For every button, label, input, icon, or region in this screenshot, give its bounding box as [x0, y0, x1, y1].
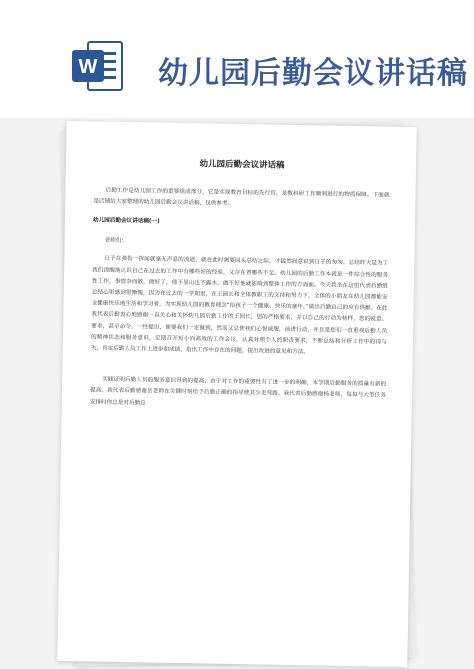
document-content [90, 155, 391, 421]
document-page [57, 121, 416, 667]
svg-text:W: W [78, 56, 98, 78]
document-title: 幼儿园后勤会议讲话稿 [199, 159, 285, 171]
intro-paragraph: 后勤工作是幼儿园工作的重要组成部分，它是实现教育目标的先行官，是教科研工作顺利进行的物质保障。下面就是店铺给大家整理的幼儿园后勤会议讲话稿，仅供参考。 [93, 187, 390, 208]
header-title: 幼儿园后勤会议讲话稿 [158, 56, 468, 91]
salutation: 老师们: [104, 238, 124, 245]
header-banner [0, 0, 474, 118]
body-paragraph: 实践证明后勤人员的服务意识得到的提高，由于对工作的重要性有了进一步的明确，本学期后勤服务的质量有新的提高。我代表后勤感谢岳老师在关键时刻给予后勤正确的指导使其少走弯路。我代表后勤感谢杨老师，每每与大型任务安排时你总是对后勤总 [89, 376, 387, 407]
section-heading: 幼儿园后勤会议讲话稿(一) [92, 217, 160, 226]
word-document-icon [70, 38, 126, 94]
body-paragraph: 日子在弹指一挥间就毫无声息的流逝，就在此时需要回头总结之际，才猛然间意识到日子的匆匆。总结昨天是为了我们清醒地认识自己在过去的工作中有哪些好的经验，又存在着哪些不足。幼儿园的后勤工作本就是一件综合性的服务性工作，事情杂而散，做好了，他不显山也不露水，做不好他就影响到整体工作的方面面。今天我坐在这里代表后勤组总结心里感到很惭愧，因为在过去的一学期里，在王园长和全体教职工的支持和努力下，全体的小朋友在幼儿园都能安全健康快乐地生活和学习着，为实现幼儿园的教育理念“给孩子一个健康、快乐的童年。”做出后勤自己的应有供献。在此我代表后勤衷心地感谢一直关心和关怀幼儿园后勤工作的王园长，您的严格要求，并以自己的行动为榜样，您的锐意、要求，甚至命令，一经提出，便要我们一定做到，然而又总使我们心悦诚服，前进行动，并且是您们一直重视后勤人员的精神状态和服务意识，定期召开短小而高效的工作会议，认真对照个人的职责要求，不断总结和分析工作中的得与失，肯定后勤人员工作上进步和成绩，指出工作中存在的问题，提出改进的意见和方法。 [90, 256, 389, 356]
